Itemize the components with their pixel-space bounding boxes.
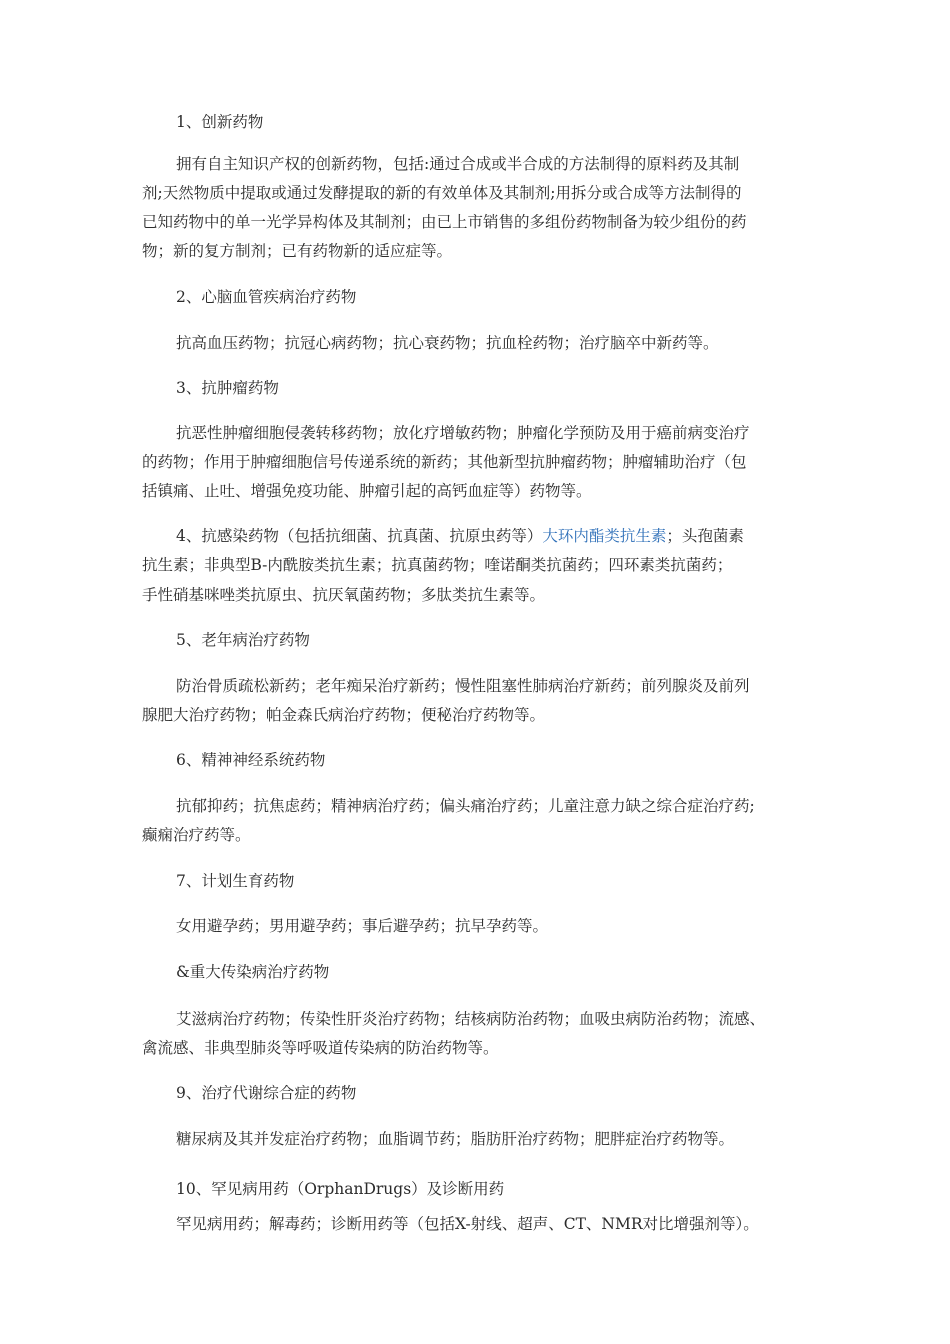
paragraph-line: 已知药物中的单一光学异构体及其制剂；由已上市销售的多组份药物制备为较少组份的药 xyxy=(142,213,747,231)
paragraph-line: 拥有自主知识产权的创新药物，包括:通过合成或半合成的方法制得的原料药及其制 xyxy=(176,155,740,173)
section-heading: 3、抗肿瘤药物 xyxy=(176,379,279,397)
paragraph-line: 剂;天然物质中提取或通过发酵提取的新的有效单体及其制剂;用拆分或合成等方法制得的 xyxy=(142,184,742,202)
paragraph-line: 物；新的复方制剂；已有药物新的适应症等。 xyxy=(142,242,453,260)
heading-text: 4、抗感染药物（包括抗细菌、抗真菌、抗原虫药等） xyxy=(176,527,543,545)
paragraph-line: 抗生素；非典型B-内酰胺类抗生素；抗真菌药物；喹诺酮类抗菌药；四环素类抗菌药； xyxy=(142,556,733,574)
section-heading: 9、治疗代谢综合症的药物 xyxy=(176,1084,357,1102)
section-heading xyxy=(176,525,744,547)
paragraph-line: 抗高血压药物；抗冠心病药物；抗心衰药物；抗血栓药物；治疗脑卒中新药等。 xyxy=(176,334,719,352)
paragraph-line: 的药物；作用于肿瘤细胞信号传递系统的新药；其他新型抗肿瘤药物；肿瘤辅助治疗（包 xyxy=(142,453,747,471)
section-heading: 6、精神神经系统药物 xyxy=(176,751,326,769)
paragraph-line: 女用避孕药；男用避孕药；事后避孕药；抗早孕药等。 xyxy=(176,917,549,935)
heading-text: ；头孢菌素 xyxy=(666,527,744,545)
paragraph-line: 抗恶性肿瘤细胞侵袭转移药物；放化疗增敏药物；肿瘤化学预防及用于癌前病变治疗 xyxy=(176,424,750,442)
section-heading: 5、老年病治疗药物 xyxy=(176,631,310,649)
section-heading: 7、计划生育药物 xyxy=(176,872,295,890)
section-heading: &重大传染病治疗药物 xyxy=(176,963,330,981)
section-heading: 1、创新药物 xyxy=(176,113,264,131)
paragraph-line: 抗郁抑药；抗焦虑药；精神病治疗药；偏头痛治疗药；儿童注意力缺之综合症治疗药; xyxy=(176,797,755,815)
paragraph-line: 括镇痛、止吐、增强免疫功能、肿瘤引起的高钙血症等）药物等。 xyxy=(142,482,592,500)
paragraph-line: 罕见病用药；解毒药；诊断用药等（包括X-射线、超声、CT、NMR对比增强剂等）。 xyxy=(176,1215,759,1233)
antibiotic-link[interactable]: 大环内酯类抗生素 xyxy=(542,527,667,545)
paragraph-line: 腺肥大治疗药物；帕金森氏病治疗药物；便秘治疗药物等。 xyxy=(142,706,546,724)
paragraph-line: 癫痫治疗药等。 xyxy=(142,826,251,844)
paragraph-line: 防治骨质疏松新药；老年痴呆治疗新药；慢性阻塞性肺病治疗新药；前列腺炎及前列 xyxy=(176,677,750,695)
paragraph-line: 手性硝基咪唑类抗原虫、抗厌氧菌药物；多肽类抗生素等。 xyxy=(142,586,546,604)
section-heading: 2、心脑血管疾病治疗药物 xyxy=(176,288,357,306)
paragraph-line: 禽流感、非典型肺炎等呼吸道传染病的防治药物等。 xyxy=(142,1039,499,1057)
section-heading: 10、罕见病用药（OrphanDrugs）及诊断用药 xyxy=(176,1180,505,1198)
paragraph-line: 糖尿病及其并发症治疗药物；血脂调节药；脂肪肝治疗药物；肥胖症治疗药物等。 xyxy=(176,1130,735,1148)
paragraph-line: 艾滋病治疗药物；传染性肝炎治疗药物；结核病防治药物；血吸虫病防治药物；流感、 xyxy=(176,1010,766,1028)
